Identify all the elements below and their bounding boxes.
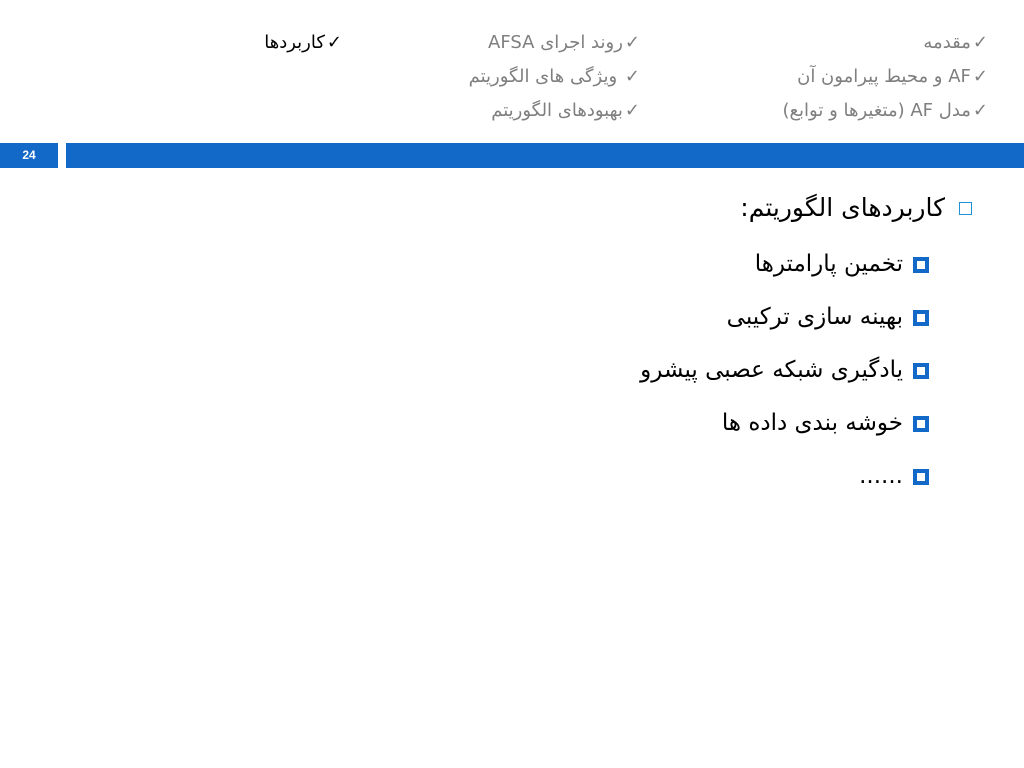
check-icon: ✓ [624, 32, 640, 53]
nav-item-af-environment[interactable] [782, 60, 988, 94]
list-item-text: یادگیری شبکه عصبی پیشرو [640, 357, 903, 383]
list-item [212, 238, 929, 291]
list-item-text: تخمین پارامترها [754, 251, 903, 277]
square-bullet-icon [913, 310, 929, 326]
nav-item-algorithm-features[interactable] [469, 60, 640, 94]
check-icon: ✓ [972, 100, 988, 121]
nav-item-label: کاربردها [264, 32, 325, 53]
check-icon: ✓ [624, 66, 640, 87]
list-item-text: خوشه بندی داده ها [721, 410, 903, 436]
header-bar [0, 143, 1024, 168]
nav-column-2 [469, 26, 640, 128]
slide-body [212, 186, 972, 503]
nav-column-3 [264, 26, 342, 60]
square-bullet-icon [913, 469, 929, 485]
list-item [212, 344, 929, 397]
hollow-square-bullet-icon [959, 202, 972, 215]
nav-item-introduction[interactable] [782, 26, 988, 60]
list-item [212, 450, 929, 503]
list-item-text: ...... [859, 463, 903, 489]
applications-heading: کاربردهای الگوریتم: [740, 193, 945, 222]
nav-item-label: روند اجرای AFSA [488, 32, 623, 53]
list-item-text: بهینه سازی ترکیبی [726, 304, 903, 330]
check-icon: ✓ [972, 66, 988, 87]
check-icon: ✓ [972, 32, 988, 53]
nav-item-af-model[interactable] [782, 94, 988, 128]
list-item [212, 397, 929, 450]
square-bullet-icon [913, 363, 929, 379]
check-icon: ✓ [326, 32, 342, 53]
check-icon: ✓ [624, 100, 640, 121]
nav-item-label: ویژگی های الگوریتم [468, 66, 623, 87]
nav-item-label: مدل AF (متغیرها و توابع) [782, 100, 971, 121]
page-number: 24 [0, 143, 58, 168]
nav-column-1 [782, 26, 988, 128]
accent-bar [66, 143, 1024, 168]
nav-item-applications[interactable] [264, 26, 342, 60]
nav-item-label: AF و محیط پیرامون آن [797, 66, 971, 87]
square-bullet-icon [913, 416, 929, 432]
square-bullet-icon [913, 257, 929, 273]
nav-item-afsa-procedure[interactable] [469, 26, 640, 60]
applications-list [212, 238, 929, 503]
nav-item-algorithm-improvements[interactable] [469, 94, 640, 128]
nav-item-label: بهبودهای الگوریتم [491, 100, 623, 121]
list-item [212, 291, 929, 344]
section-navigation [0, 26, 1024, 136]
main-bullet [212, 186, 972, 230]
nav-item-label: مقدمه [923, 32, 971, 53]
